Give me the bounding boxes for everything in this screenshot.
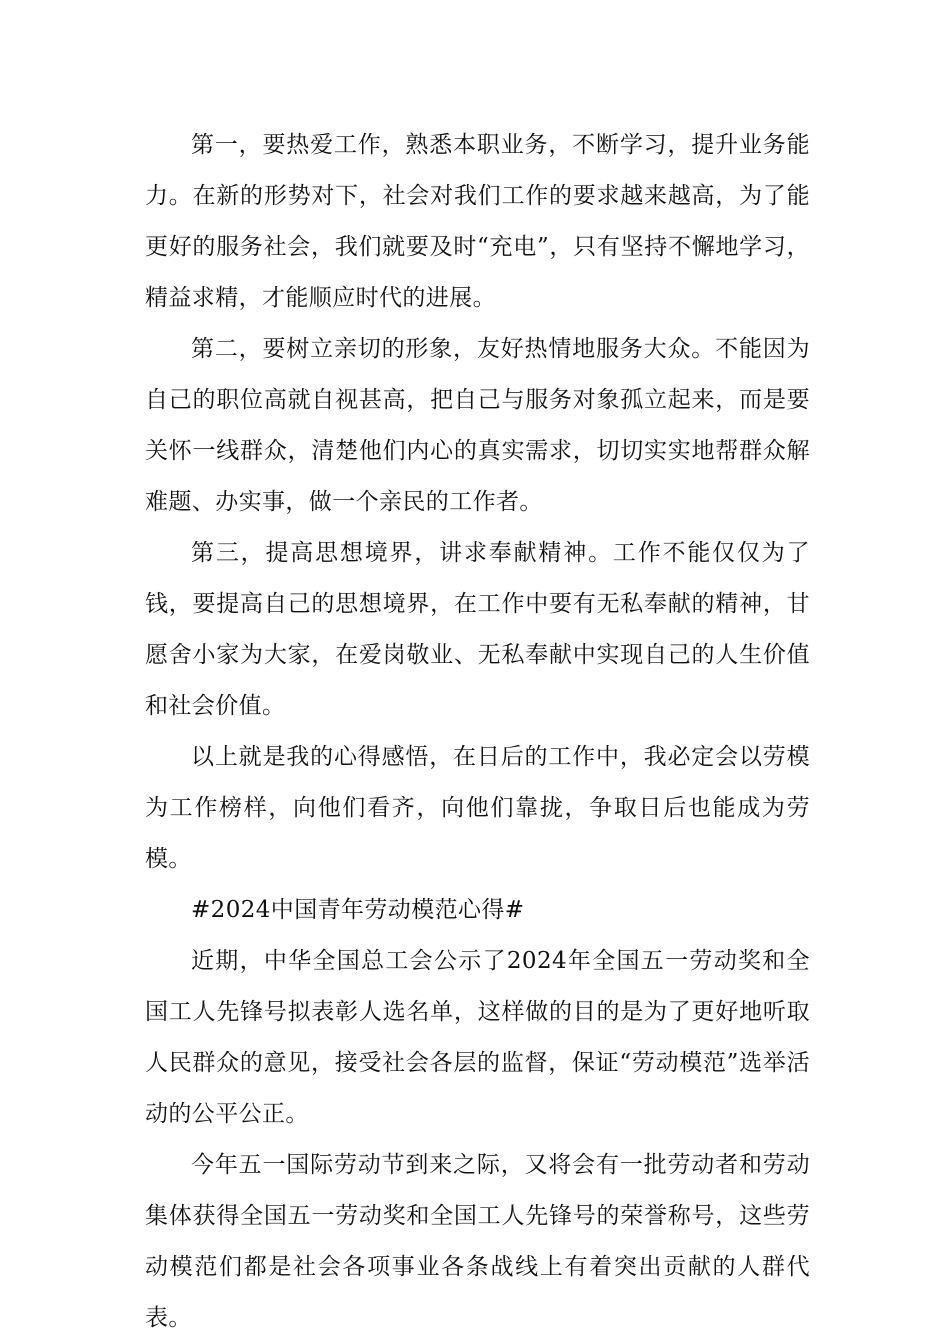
section-heading: #2024中国青年劳动模范心得#: [191, 897, 525, 923]
document-page: [145, 120, 810, 1344]
paragraph-second-point: 第二，要树立亲切的形象，友好热情地服务大众。不能因为自己的职位高就自视甚高，把自己与服务对象孤立起来，而是要关怀一线群众，清楚他们内心的真实需求，切切实实地帮群众解难题、办实事，做一个亲民的工作者。: [145, 336, 810, 515]
paragraph-may-day: 今年五一国际劳动节到来之际，又将会有一批劳动者和劳动集体获得全国五一劳动奖和全国工人先锋号的荣誉称号，这些劳动模范们都是社会各项事业各条战线上有着突出贡献的人群代表。: [145, 1152, 810, 1331]
paragraph-first-point: 第一，要热爱工作，熟悉本职业务，不断学习，提升业务能力。在新的形势对下，社会对我们工作的要求越来越高，为了能更好的服务社会，我们就要及时“充电”，只有坚持不懈地学习，精益求精，才能顺应时代的进展。: [145, 132, 810, 311]
paragraph-third-point: 第三，提高思想境界，讲求奉献精神。工作不能仅仅为了钱，要提高自己的思想境界，在工作中要有无私奉献的精神，甘愿舍小家为大家，在爱岗敬业、无私奉献中实现自己的人生价值和社会价值。: [145, 540, 810, 719]
paragraph-recent-news: 近期，中华全国总工会公示了2024年全国五一劳动奖和全国工人先锋号拟表彰人选名单，这样做的目的是为了更好地听取人民群众的意见，接受社会各层的监督，保证“劳动模范”选举活动的公平公正。: [145, 948, 810, 1127]
paragraph-conclusion: 以上就是我的心得感悟，在日后的工作中，我必定会以劳模为工作榜样，向他们看齐，向他们靠拢，争取日后也能成为劳模。: [145, 744, 810, 872]
